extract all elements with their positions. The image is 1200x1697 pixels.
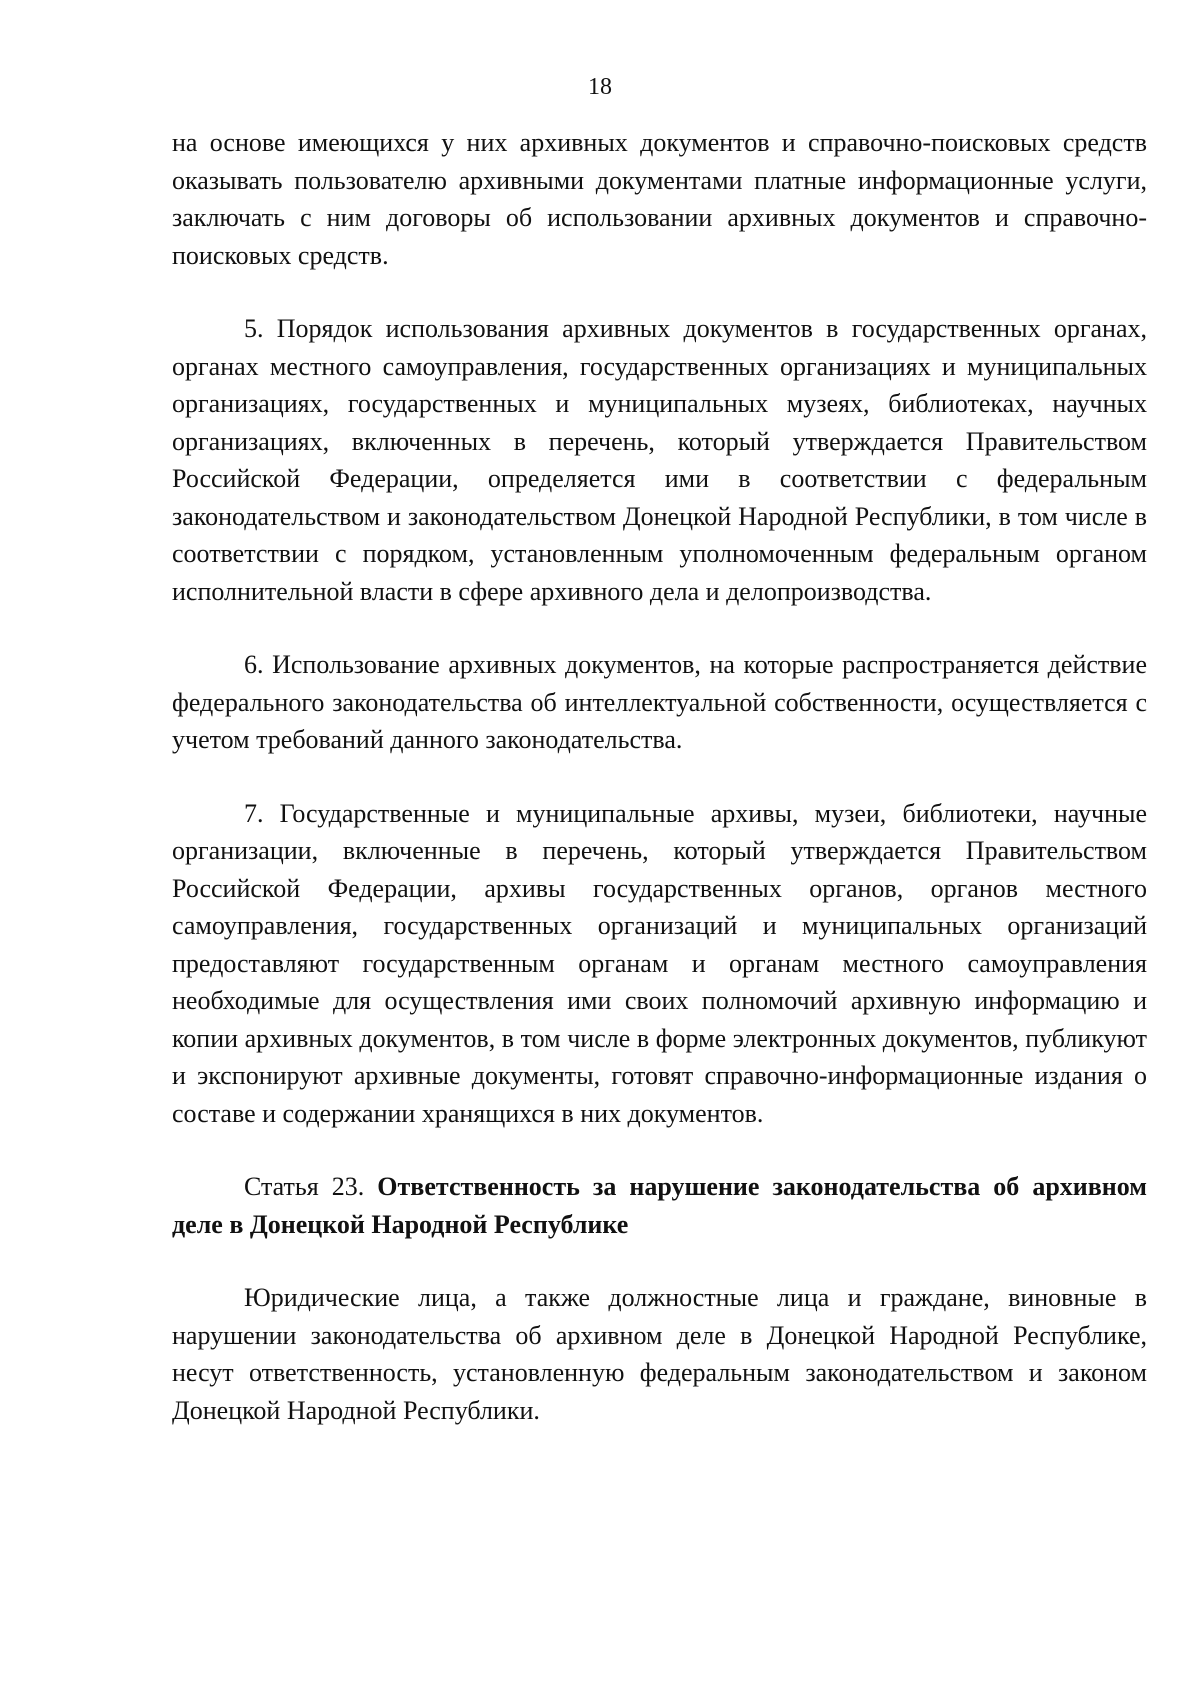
article-title: Ответственность за нарушение законодательства об архивном деле в Донецкой Народной Республике <box>172 1172 1147 1239</box>
page-number: 18 <box>588 74 612 100</box>
document-body <box>172 124 1147 1429</box>
article-number: Статья 23. <box>244 1172 365 1201</box>
article-text: Юридические лица, а также должностные лица и граждане, виновные в нарушении законодательства об архивном деле в Донецкой Народной Республике, несут ответственность, установленную федеральным законодательством и законом Донецкой Народной Республики. <box>172 1283 1147 1425</box>
paragraph-continuation: на основе имеющихся у них архивных документов и справочно-поисковых средств оказывать пользователю архивными документами платные информационные услуги, заключать с ним договоры об использовании архивных документов и справочно-поисковых средств. <box>172 128 1147 270</box>
paragraph-item-7: 7. Государственные и муниципальные архивы, музеи, библиотеки, научные организации, включенные в перечень, который утверждается Правительством Российской Федерации, архивы государственных органов, органов местного самоуправления, государственных организаций и муниципальных организаций предоставляют государственным органам и органам местного самоуправления необходимые для осуществления ими своих полномочий архивную информацию и копии архивных документов, в том числе в форме электронных документов, публикуют и экспонируют архивные документы, готовят справочно-информационные издания о составе и содержании хранящихся в них документов. <box>172 798 1147 1128</box>
article-heading <box>172 1168 1147 1243</box>
paragraph-item-5: 5. Порядок использования архивных документов в государственных органах, органах местного самоуправления, государственных организациях и муниципальных организациях, государственных и муниципальных музеях, библиотеках, научных организациях, включенных в перечень, который утверждается Правительством Российской Федерации, определяется ими в соответствии с федеральным законодательством и законодательством Донецкой Народной Республики, в том числе в соответствии с порядком, установленным уполномоченным федеральным органом исполнительной власти в сфере архивного дела и делопроизводства. <box>172 314 1147 606</box>
paragraph-item-6: 6. Использование архивных документов, на которые распространяется действие федерального законодательства об интеллектуальной собственности, осуществляется с учетом требований данного законодательства. <box>172 650 1147 754</box>
